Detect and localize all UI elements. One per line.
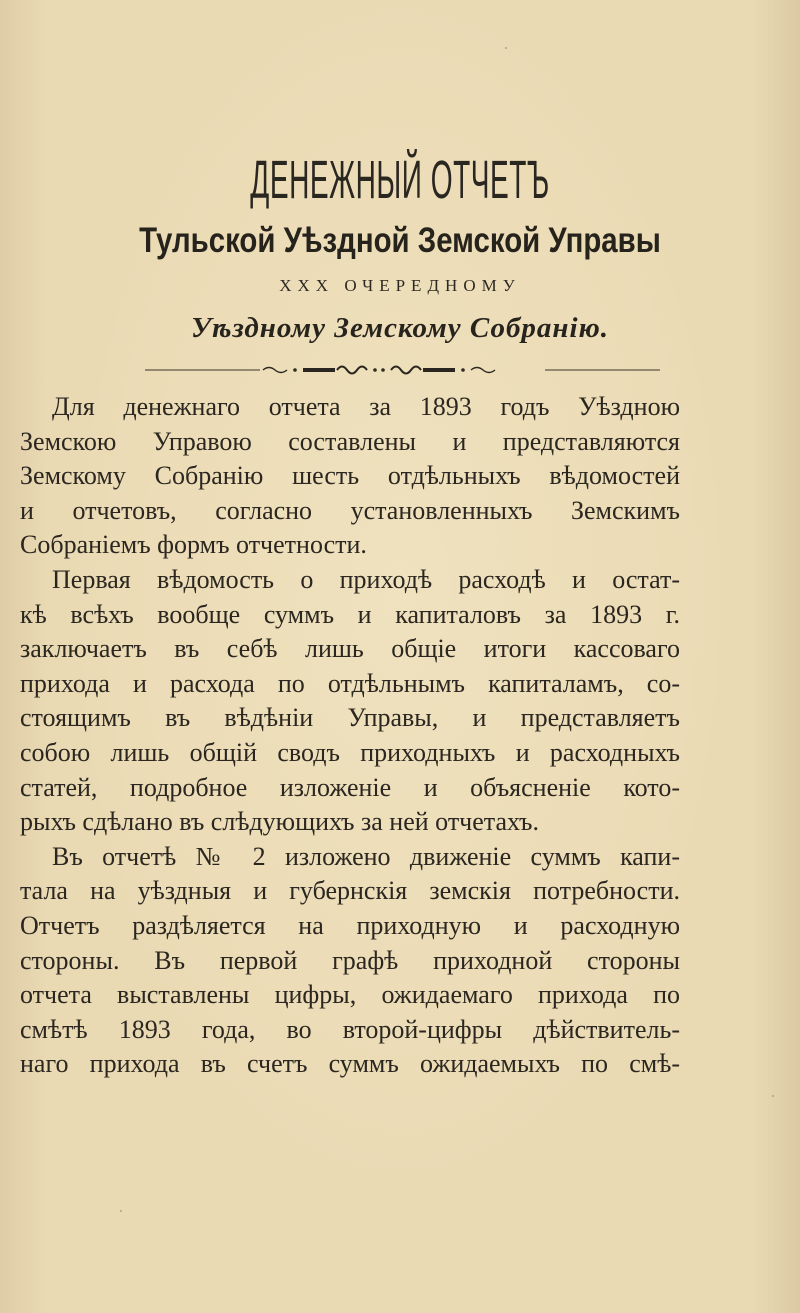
text-line: Для денежнаго отчета за 1893 годъ Уѣздною [52, 392, 680, 421]
page-subtitle: Тульской Уѣздной Земской Управы [139, 221, 661, 260]
paper-speck [772, 1095, 774, 1097]
body-text [20, 390, 680, 1082]
text-line: Земскою Управою составлены и представляются [20, 426, 680, 456]
text-line: стоящимъ въ вѣдѣніи Управы, и представляетъ [20, 703, 680, 733]
text-line: рыхъ сдѣлано въ слѣдующихъ за ней отчетахъ. [20, 807, 539, 837]
paper-speck [120, 1210, 122, 1212]
text-line: Первая вѣдомость о приходѣ расходѣ и остат- [52, 564, 680, 594]
page-title: ДЕНЕЖНЫЙ ОТЧЕТЪ [250, 150, 550, 210]
text-line: Въ отчетѣ № 2 изложено движеніе суммъ капи- [52, 841, 680, 871]
assembly-line: Уѣздному Земскому Собранію. [190, 312, 610, 344]
ornamental-divider [145, 362, 660, 378]
text-line: собою лишь общій сводъ приходныхъ и расходныхъ [20, 737, 680, 767]
text-line: заключаетъ въ себѣ лишь общіе итоги кассоваго [20, 634, 680, 664]
text-line: тала на уѣздныя и губернскія земскія потребности. [20, 876, 680, 906]
paper-speck [505, 47, 507, 49]
ordinal-line: XXX ОЧЕРЕДНОМУ [279, 276, 521, 295]
text-line: статей, подробное изложеніе и объясненіе кото- [20, 772, 680, 802]
text-line: стороны. Въ первой графѣ приходной стороны [20, 945, 680, 975]
text-line: смѣтѣ 1893 года, во второй-цифры дѣйствитель- [20, 1014, 680, 1044]
text-line: отчета выставлены цифры, ожидаемаго прихода по [20, 980, 680, 1010]
text-line: Отчетъ раздѣляется на приходную и расходную [20, 910, 680, 940]
text-line: наго прихода въ счетъ суммъ ожидаемыхъ по смѣ- [20, 1049, 680, 1079]
text-line: Земскому Собранію шесть отдѣльныхъ вѣдомостей [20, 461, 680, 491]
text-line: Собраніемъ формъ отчетности. [20, 530, 367, 560]
text-line: кѣ всѣхъ вообще суммъ и капиталовъ за 1893 г. [20, 599, 680, 629]
text-line: прихода и расхода по отдѣльнымъ капиталамъ, со- [20, 668, 680, 698]
text-line: и отчетовъ, согласно установленныхъ Земскимъ [20, 495, 680, 525]
